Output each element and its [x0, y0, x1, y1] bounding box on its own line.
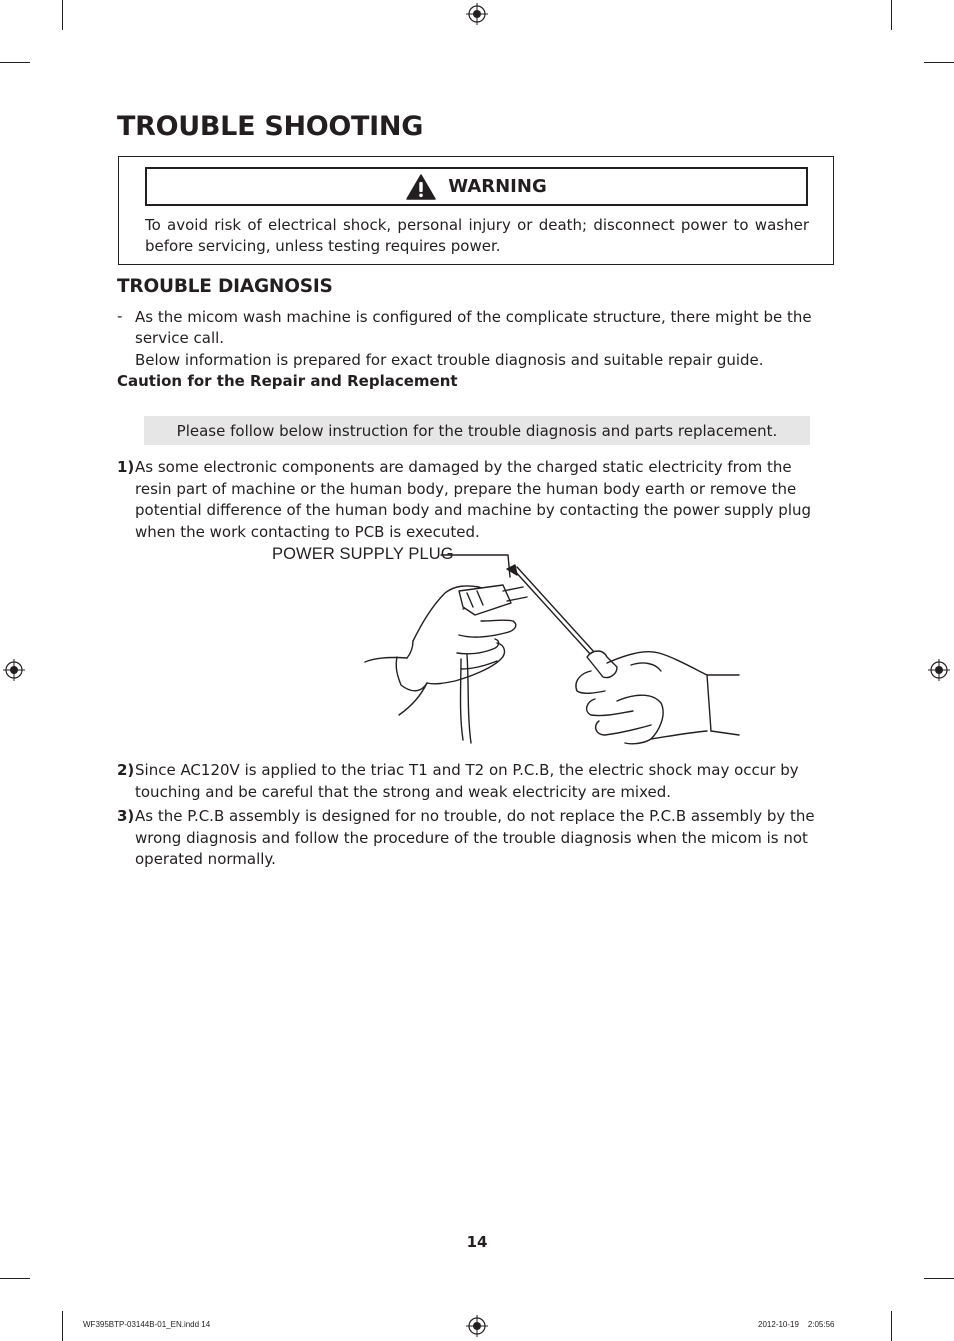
slug-timestamp: 2012-10-19 2:05:56: [758, 1320, 835, 1329]
figure-label: POWER SUPPLY PLUG: [272, 545, 454, 563]
instruction-note-text: Please follow below instruction for the trouble diagnosis and parts replacement.: [176, 421, 778, 440]
crop-mark: [62, 1311, 63, 1341]
crop-mark: [0, 1278, 30, 1279]
crop-mark: [891, 1311, 892, 1341]
warning-triangle-icon: [406, 174, 436, 200]
warning-label: WARNING: [448, 176, 547, 197]
warning-header: [145, 167, 808, 206]
item-number: 3): [117, 807, 135, 825]
intro-line: Below information is prepared for exact trouble diagnosis and suitable repair guide.: [135, 351, 764, 369]
crop-mark: [924, 62, 954, 63]
intro-line: service call.: [135, 329, 225, 347]
warning-text: To avoid risk of electrical shock, personal injury or death; disconnect power to washer before servicing, unless testing requires power.: [145, 216, 809, 255]
registration-mark-icon: [466, 3, 488, 25]
crop-mark: [891, 0, 892, 30]
crop-mark: [62, 0, 63, 30]
item-text: As the P.C.B assembly is designed for no trouble, do not replace the P.C.B assembly by the wrong diagnosis and follow the procedure of the trouble diagnosis when the micom is not operated normally.: [135, 807, 815, 868]
page-title: TROUBLE SHOOTING: [117, 111, 424, 142]
item-number: 1): [117, 458, 135, 476]
registration-mark-icon: [3, 659, 25, 681]
section-heading: TROUBLE DIAGNOSIS: [117, 276, 333, 297]
registration-mark-icon: [466, 1315, 488, 1337]
power-plug-illustration: [355, 545, 745, 750]
caution-heading: Caution for the Repair and Replacement: [117, 372, 458, 390]
list-dash: -: [117, 307, 123, 325]
item-text: Since AC120V is applied to the triac T1 and T2 on P.C.B, the electric shock may occur by touching and be careful that the strong and weak electricity are mixed.: [135, 761, 799, 801]
registration-mark-icon: [928, 659, 950, 681]
intro-line: As the micom wash machine is configured of the complicate structure, there might be the: [135, 308, 812, 326]
instruction-note: [144, 416, 810, 445]
crop-mark: [924, 1278, 954, 1279]
slug-file: WF395BTP-03144B-01_EN.indd 14: [83, 1320, 211, 1329]
page-number: 14: [466, 1233, 488, 1251]
item-text: As some electronic components are damaged by the charged static electricity from the resin part of machine or the human body, prepare the human body earth or remove the potential difference of the human body and machine by contacting the power supply plug when the work contacting to PCB is executed.: [135, 458, 812, 541]
item-number: 2): [117, 761, 135, 779]
crop-mark: [0, 62, 30, 63]
